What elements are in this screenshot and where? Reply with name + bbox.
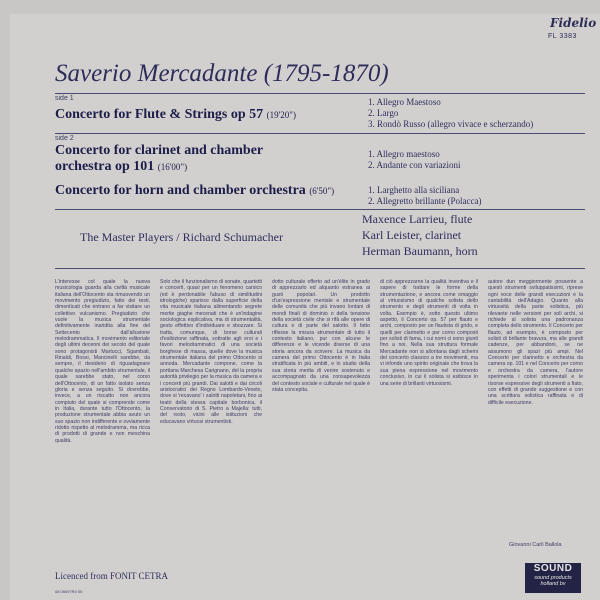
liner-notes-column-1: L'interesse col quale la nuova musicologia guarda alla civiltà musicale italiana dell'Ottocento sta rimuovendo un movimento pregiudizio, fatto dei testi, dimenticati che entrano a far visitare un collettivo vulcanismo. Pregiudizio che vuole la musica strumentale definitivamente inaridita alla fine del Settecento dall'alluvione melodrammatica. Il movimento editoriale degli ultimi decenni dei secolo del quale sono protagonisti Martucci, Sgambati, Rinaldi, Bossi, Mancinelli sarebbe, da sempre, il desiderio di riguadagnare qualche spazio nell'ambito strumentale, il quale sarebbe stato, nel corso dell'Ottocento, di un fatto isolato senza gloria e senza seguito. Si dovrebbe, invece, a un riscatto non ancora compiuto del quale si comprende come in Italia, durante tutto l'Ottocento, la produzione strumentale abbia avuto un suo spazio non indifferente e ovviamente ridotto rispetto al melodramma, ma ricca di prodotti di grande e non meschina qualità. [55, 279, 150, 444]
liner-notes-column-4: di ciò apprezzarne la qualità inventiva e il sapere di trattare le forme della strumentazione, e ancora come omaggio al virtuosismo di qualche solista dello strumento e degli strumenti di volta in volta. Esempio è, sotto questo ultimo aspetto, il Concerto op. 57 per flauto e archi, composto per un flautista di grido, e quelli per clarinetto e per corno composti per solisti di fama, i cui nomi ci sono giunti fino a noi. Nella sua struttura formale Mercadante non si allontana dagli schemi del concerto classico a tre movimenti, ma vi infonde uno spirito originale che trova la sua piena espressione nel movimento conclusivo, in cui il solista si esibisce in una serie di brillanti virtuosismi. [380, 279, 478, 387]
notes-signature: Giovanni Carli Ballola [509, 542, 562, 548]
work-title: Concerto for Flute & Strings op 57 [55, 107, 264, 122]
liner-notes-column-5: autore dun meggiormente possente a questi strumenti sviluppatissimi, riprese ogni voce delle grandi esecuzioni e la cantabilità dell'Adagio. Quanto alla virtuosità della parte solistica, più rilevante nelle versioni per soli archi, si richiede al solista una padronanza completa dello strumento. Il Concerto per flauto, ad esempio, è composto per solisti di brillante bravura, ma alle grandi cadenze, per abbandoni, se ne assumono gli spazi più ampi. Nel Concerto per clarinetto e orchestra da camera op. 101 e nel Concerto per corno e orchestra da camera, l'autore sperimenta i colori strumentali e le risorse espressive degli strumenti a fiato, con effetti di grande suggestione e con una scrittura solistica raffinata e di difficile esecuzione. [488, 279, 583, 406]
soloist: Maxence Larrieu, flute [362, 212, 473, 226]
horn-concerto-title [55, 183, 334, 199]
divider-rule [55, 133, 585, 134]
divider-rule [55, 209, 585, 210]
soloist: Herman Baumann, horn [362, 244, 478, 258]
work-duration: (16'00") [157, 162, 188, 172]
liner-notes-column-3: dotto culturale offerto ad un'élite in grado di apprezzarlo ed alquanto estranea ai gusti popolari. Un prodotto d'un'espressione mentale e strumentale delle comunità che più invano lontani di mondi finali di dominio o della tensione della società civile che si rifà alle opere di cultura e di parte del salotto. Il fatto riflesse la misura strumentale di tutto il contesto italiano, pur con alcune le differenze e le vicende diverse di una storia ancora da scrivere. La musica da camera del primo Ottocento è in Italia stratificata in più ambiti, e lo studio della sua storia merita di venire sostenuto e accompagnato da una consapevolezza del contesto sociale e culturale nel quale è stata concepita. [272, 279, 370, 393]
sound-logo-word: SOUND [533, 563, 573, 574]
side-2-label: side 2 [55, 135, 74, 142]
barcode-number: 08 05097R0 05 [55, 589, 83, 594]
sound-logo-sub: holland bv [540, 581, 566, 587]
movement: 2. Andante con variazioni [368, 160, 461, 170]
work-duration: (19'20") [266, 110, 296, 120]
soloist: Karl Leister, clarinet [362, 228, 462, 242]
ensemble-credit: The Master Players / Richard Schumacher [80, 230, 283, 244]
movement: 2. Largo [368, 108, 399, 118]
movement: 3. Rondò Russo (allegro vivace e scherzando) [368, 119, 534, 129]
work-title-line: orchestra op 101 [55, 159, 155, 174]
fidelio-logo: Fidelio [550, 16, 597, 30]
movement: 2. Allegretto brillante (Polacca) [368, 196, 482, 206]
catalog-number: FL 3383 [548, 33, 577, 40]
work-duration: (6'50") [309, 186, 335, 196]
movement: 1. Allegro maestoso [368, 149, 440, 159]
clarinet-concerto-title [55, 143, 263, 175]
soloists-list [362, 211, 478, 259]
movement: 1. Allegro Maestoso [368, 97, 441, 107]
side-1-label: side 1 [55, 95, 74, 102]
flute-concerto-movements [368, 97, 533, 130]
divider-rule [55, 93, 585, 94]
clarinet-concerto-movements [368, 149, 460, 171]
flute-concerto-title [55, 107, 296, 123]
sound-logo-sub: sound products [534, 575, 572, 581]
horn-concerto-movements [368, 185, 481, 207]
work-title-line: Concerto for clarinet and chamber [55, 143, 264, 158]
movement: 1. Larghetto alla siciliana [368, 185, 460, 195]
sound-products-logo [525, 563, 581, 593]
work-title: Concerto for horn and chamber orchestra [55, 183, 306, 198]
divider-rule [55, 268, 585, 269]
license-credit: Licenced from FONIT CETRA [55, 571, 169, 581]
composer-heading: Saverio Mercadante (1795-1870) [55, 60, 389, 87]
liner-notes-column-2: Solo che il funzionalismo di sonate, quartetti e concerti, quasi per un fenomeno carsico (ed è perdonabile l'abuso di similitudini idrologiche) sparisce dalla superficie della vita musicale italiana alimentando segrete merite giaghe mecenati che è un'indagine sociologica esplicativa, ma di strumentalità, gesto effettivo d'individuare e sbozzare. Si tratta, comunque, di borse culturali d'esibizione raffinata, sottratte agli eroi e i favori melodrammatici di una società borghese di massa, quelle dove la musica strumentale italiana del primo Ottocento si annoda. Mercadante compone, come la portiana Marchesa Carignano, del la propria autorità privilegio per la musica da camera e i concerti più grandi. Dai salotti e dai circoli aristocratici dei Regno Lombardo-Veneto, dove si 'recavano' i salotti napoletani, fino ai teatri della stessa capitale borbonica, il Conservatorio di S. Pietro a Majella: tutti, del resto, vicini alle istituzioni che educavano virtuosi strumentisti. [160, 279, 262, 425]
